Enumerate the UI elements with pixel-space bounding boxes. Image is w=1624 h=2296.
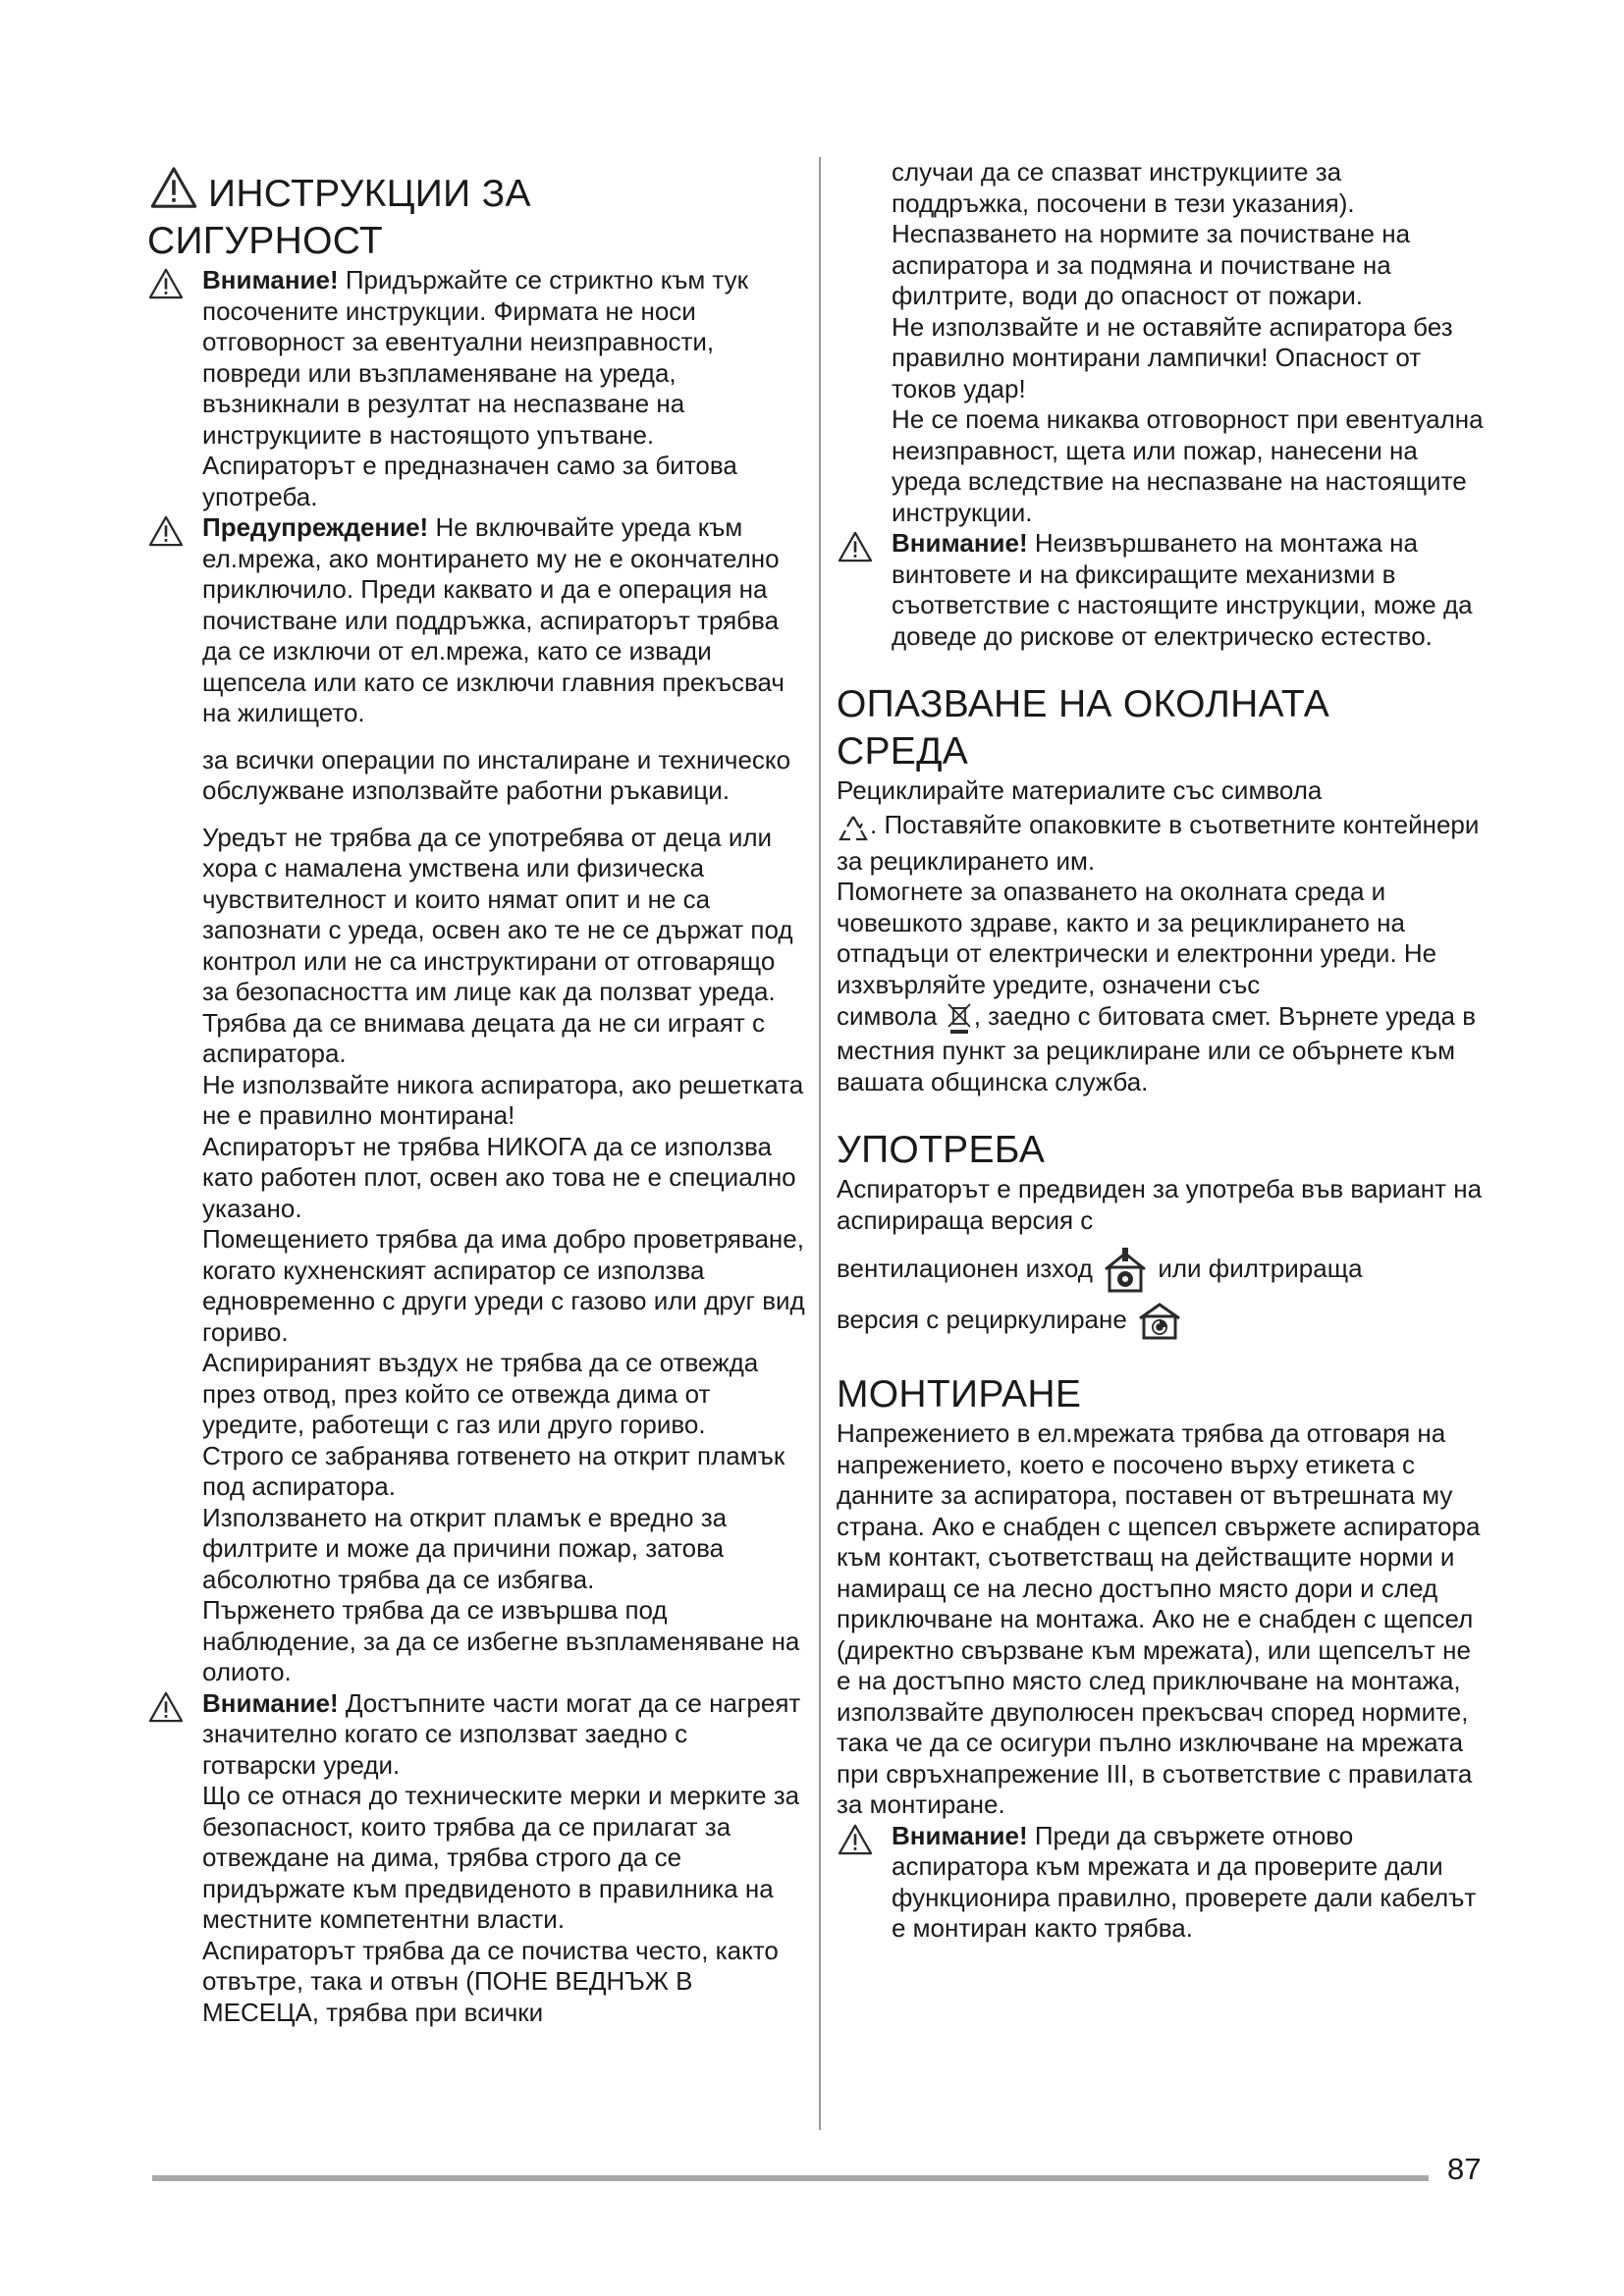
warning-icon <box>147 514 185 548</box>
safety-title-line2: СИГУРНОСТ <box>147 220 383 262</box>
safety-note-warning <box>147 512 805 729</box>
recirculating-house-icon <box>1134 1301 1185 1342</box>
safety-note-attention <box>147 265 805 512</box>
column-divider <box>819 157 821 2130</box>
safety-paragraph: Пърженето трябва да се извършва под наблюдение, за да се избегне възпламеняване на олиото. <box>202 1595 800 1686</box>
safety-paragraph: за всички операции по инсталиране и техническо обслужване използвайте работни ръкавици. <box>202 744 791 805</box>
recycle-icon <box>837 813 870 846</box>
note-text: Не включвайте уреда към ел.мрежа, ако монтирането му не е окончателно приключило. Преди каквато и да е операция на почистване или поддръжка, аспираторът трябва да се изключи от ел.мрежа, като се извади щепсела или като се изключи главния прекъсвач на жилището. <box>202 512 785 727</box>
page-number: 87 <box>1447 2152 1482 2186</box>
safety-paragraph: Не използвайте и не оставяйте аспиратора без правилно монтирани лампички! Опасност от токов удар! <box>892 311 1453 403</box>
safety-note-attention-hot <box>147 1688 805 1782</box>
left-column <box>147 165 805 2028</box>
safety-paragraph: Аспираторът не трябва НИКОГА да се използва като работен плот, освен ако това не е специално указано. <box>202 1131 796 1223</box>
note-text: Достъпните части могат да се нагреят значително когато се използват заедно с готварски уреди. <box>202 1687 801 1780</box>
usage-paragraph: Аспираторът е предвиден за употреба във вариант на аспирираща версия с <box>837 1174 1483 1235</box>
usage-text: вентилационен изход <box>837 1253 1093 1283</box>
install-note-attention <box>837 1821 1485 1945</box>
note-label: Внимание! <box>202 1687 339 1718</box>
note-label: Внимание! <box>202 265 339 294</box>
environment-title-line1: ОПАЗВАНЕ НА ОКОЛНАТА <box>837 683 1330 725</box>
warning-icon <box>837 1823 874 1856</box>
usage-paragraph <box>837 1301 1485 1342</box>
environment-title-line2: СРЕДА <box>837 730 969 773</box>
safety-note-attention-mounting <box>837 528 1485 652</box>
safety-paragraph: Не се поема никаква отговорност при евентуална неизправност, щета или пожар, нанесени на уреда вследствие на неспазване на настоящите инструкции. <box>892 404 1484 527</box>
environment-paragraph <box>837 775 1485 877</box>
warning-icon <box>147 267 185 300</box>
environment-text: Рециклирайте материалите със символа <box>837 775 1323 805</box>
note-label: Предупреждение! <box>202 512 429 542</box>
usage-text: версия с рециркулиране <box>837 1304 1127 1334</box>
safety-paragraph: Не използвайте никога аспиратора, ако решетката не е правилно монтирана! <box>202 1069 804 1130</box>
vented-house-icon <box>1100 1246 1151 1295</box>
warning-icon <box>147 165 200 210</box>
usage-text: или филтрираща <box>1158 1253 1363 1283</box>
crossed-bin-icon <box>945 1000 974 1036</box>
safety-paragraph: Неспазването на нормите за почистване на аспиратора и за подмяна и почистване на филтрите, води до опасност от пожари. <box>892 219 1411 310</box>
install-title: МОНТИРАНЕ <box>837 1373 1082 1415</box>
safety-paragraph: Аспираторът трябва да се почиства често, както отвътре, така и отвън (ПОНЕ ВЕДНЪЖ В МЕСЕЦА, трябва при всички <box>202 1935 779 2027</box>
environment-text: Помогнете за опазването на околната среда и човешкото здраве, както и за рециклирането на отпадъци от електрически и електронни уреди. Не изхвърляйте уредите, означени със <box>837 877 1437 999</box>
environment-text: , заедно с битовата смет. Върнете уреда в местния пункт за рециклиране или се обърнете към вашата общинска служба. <box>837 1000 1477 1096</box>
usage-title: УПОТРЕБА <box>837 1129 1046 1171</box>
right-column <box>837 157 1485 1945</box>
footer-rule <box>152 2175 1429 2181</box>
environment-text: символа <box>837 1000 938 1031</box>
safety-title <box>147 165 805 265</box>
warning-icon <box>837 530 874 563</box>
safety-paragraph-cont: случаи да се спазват инструкциите за поддръжка, посочени в тези указания). <box>892 157 1355 218</box>
note-text: Неизвършването на монтажа на винтовете и на фиксиращите механизми в съответствие с настоящите инструкции, може да доведе до рискове от електрическо естество. <box>892 528 1473 651</box>
environment-text: . Поставяйте опаковките в съответните контейнери за рециклирането им. <box>837 809 1480 876</box>
note-text: Придържайте се стриктно към тук посочените инструкции. Фирмата не носи отговорност за евентуални неизправности, повреди или възпламеняване на уреда, възникнали в резултат на неспазване на инструкциите в настоящото упътване. Аспираторът е предназначен само за битова употреба. <box>202 265 749 511</box>
warning-icon <box>147 1690 185 1724</box>
safety-paragraph: Използването на открит пламък е вредно за филтрите и може да причини пожар, затова абсолютно трябва да се избягва. <box>202 1502 728 1594</box>
safety-paragraph: Помещението трябва да има добро проветряване, когато кухненският аспиратор се използва едновременно с други уреди с газово или друг вид гориво. <box>202 1224 805 1347</box>
note-label: Внимание! <box>892 1820 1028 1850</box>
environment-paragraph <box>837 877 1485 1097</box>
safety-paragraph: Аспирираният въздух не трябва да се отвежда през отвод, през който се отвежда дима от уредите, работещи с газ или друго гориво. <box>202 1348 759 1439</box>
usage-paragraph <box>837 1246 1485 1295</box>
safety-paragraph: Уредът не трябва да се употребява от деца или хора с намалена умствена или физическа чувствителност и които нямат опит и не са запознати с уреда, освен ако те не се държат под контрол или не са инструктирани от отговарящо за безопасността им лице как да ползват уреда. Трябва да се внимава децата да не си играят с аспиратора. <box>202 822 793 1068</box>
install-paragraph: Напрежението в ел.мрежата трябва да отговаря на напрежението, което е посочено върху етикета с данните за аспиратора, поставен от вътрешната му страна. Ако е снабден с щепсел свържете аспиратора към контакт, съответстващ на действащите норми и намиращ се на лесно достъпно място дори и след приключване на монтажа. Ако не е снабден с щепсел (директно свързване към мрежата), или щепселът не е на достъпно място след приключване на монтажа, използвайте двуполюсен прекъсвач според нормите, така че да се осигури пълно изключване на мрежата при свръхнапрежение III, в съответствие с правилата за монтиране. <box>837 1418 1481 1819</box>
safety-title-line1: ИНСТРУКЦИИ ЗА <box>208 173 531 215</box>
safety-paragraph: Строго се забранява готвенето на открит пламък под аспиратора. <box>202 1440 785 1501</box>
safety-paragraph: Що се отнася до техническите мерки и мерките за безопасност, които трябва да се прилагат за отвеждане на дима, трябва строго да се придържате към предвиденото в правилника на местните компетентни власти. <box>202 1781 800 1934</box>
note-label: Внимание! <box>892 528 1028 558</box>
environment-title <box>837 681 1485 775</box>
note-text: Преди да свържете отново аспиратора към мрежата и да проверите дали функционира правилно, проверете дали кабелът е монтиран както трябва. <box>892 1820 1477 1943</box>
